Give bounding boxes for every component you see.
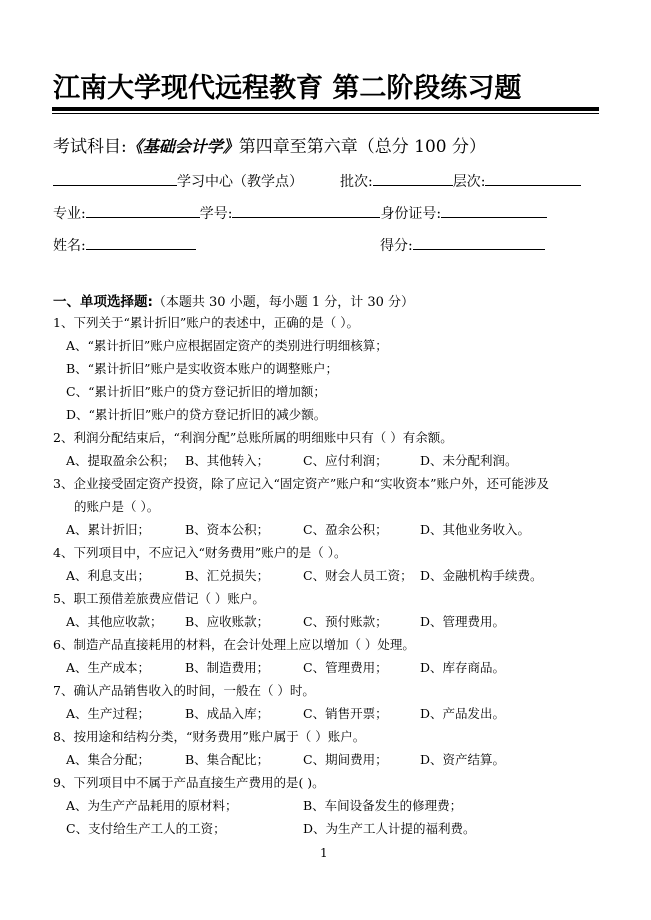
question-3-option-c: C、盈余公积；	[303, 522, 388, 537]
question-6-stem: 6、制造产品直接耗用的材料，在会计处理上应以增加（ ）处理。	[53, 637, 415, 652]
question-9-option-b: B、车间设备发生的修理费；	[303, 798, 463, 813]
question-7-option-a: A、生产过程；	[66, 706, 151, 721]
question-1-option-d: D、“累计折旧”账户的贷方登记折旧的减少额。	[66, 407, 327, 422]
question-6-option-c: C、管理费用；	[303, 660, 388, 675]
question-1-stem: 1、下列关于“累计折旧”账户的表述中，正确的是（ ）。	[53, 315, 359, 330]
question-7-option-b: B、成品入库；	[185, 706, 270, 721]
title-rule-thick	[52, 107, 599, 111]
batch-label: 批次:	[340, 174, 373, 190]
form-row-1	[53, 171, 303, 191]
question-6-option-b: B、制造费用；	[185, 660, 270, 675]
question-7-stem: 7、确认产品销售收入的时间，一般在（ ）时。	[53, 683, 315, 698]
level-label: 层次:	[452, 174, 486, 190]
name-label: 姓名:	[53, 238, 86, 254]
question-9-stem: 9、下列项目中不属于产品直接生产费用的是( )。	[53, 775, 325, 790]
score-label: 得分:	[380, 238, 413, 254]
question-1-option-c: C、“累计折旧”账户的贷方登记折旧的增加额；	[66, 384, 326, 399]
major-blank[interactable]	[86, 203, 200, 218]
question-1-option-b: B、“累计折旧”账户是实收资本账户的调整账户；	[66, 361, 338, 376]
question-2-option-a: A、提取盈余公积；	[66, 453, 176, 468]
question-8-stem: 8、按用途和结构分类，“财务费用”账户属于（ ）账户。	[53, 729, 366, 744]
question-2-stem: 2、利润分配结束后，“利润分配”总账所属的明细账中只有（ ）有余额。	[53, 430, 453, 445]
score-group	[380, 235, 545, 255]
subject-line	[53, 132, 486, 157]
question-5-option-c: C、预付账款；	[303, 614, 388, 629]
page-number: 1	[320, 846, 328, 860]
name-blank[interactable]	[86, 235, 196, 250]
question-2-option-b: B、其他转入；	[185, 453, 270, 468]
question-6-option-d: D、库存商品。	[420, 660, 506, 675]
question-5-option-b: B、应收账款；	[185, 614, 270, 629]
batch-group	[340, 171, 581, 191]
question-5-option-d: D、管理费用。	[420, 614, 506, 629]
question-8-option-b: B、集合配比；	[185, 752, 270, 767]
question-3-option-d: D、其他业务收入。	[420, 522, 531, 537]
question-2-option-d: D、未分配利润。	[420, 453, 518, 468]
question-3-stem: 3、企业接受固定资产投资，除了应记入“固定资产”账户和“实收资本”账户外，还可能涉及	[53, 476, 550, 491]
student-id-label: 学号:	[199, 206, 233, 222]
title-rule-thin	[52, 113, 599, 114]
question-7-option-c: C、销售开票；	[303, 706, 388, 721]
question-4-stem: 4、下列项目中，不应记入“财务费用”账户的是（ ）。	[53, 545, 347, 560]
id-card-blank[interactable]	[441, 203, 547, 218]
form-row-2	[53, 203, 547, 223]
study-center-blank[interactable]	[53, 171, 177, 186]
question-9-option-d: D、为生产工人计提的福利费。	[303, 821, 476, 836]
subject-prefix: 考试科目:	[53, 137, 127, 157]
question-9-option-a: A、为生产产品耗用的原材料；	[66, 798, 238, 813]
section-note: （本题共 30 小题，每小题 1 分，计 30 分）	[152, 295, 415, 310]
question-3-stem-cont: 的账户是（ ）。	[74, 499, 160, 514]
question-3-option-b: B、资本公积；	[185, 522, 270, 537]
question-4-option-b: B、汇兑损失；	[185, 568, 270, 583]
score-blank[interactable]	[413, 235, 545, 250]
subject-range: 第四章至第六章	[238, 137, 358, 157]
id-card-label: 身份证号:	[380, 206, 442, 222]
batch-blank[interactable]	[373, 171, 453, 186]
question-8-option-c: C、期间费用；	[303, 752, 388, 767]
section-heading	[53, 290, 414, 310]
question-5-stem: 5、职工预借差旅费应借记（ ）账户。	[53, 591, 265, 606]
study-center-label: 学习中心（教学点）	[177, 174, 303, 190]
question-8-option-d: D、资产结算。	[420, 752, 506, 767]
section-title: 一、单项选择题:	[53, 294, 153, 310]
major-label: 专业:	[53, 206, 86, 222]
question-8-option-a: A、集合分配；	[66, 752, 151, 767]
question-4-option-d: D、金融机构手续费。	[420, 568, 543, 583]
question-6-option-a: A、生产成本；	[66, 660, 151, 675]
name-group	[53, 235, 196, 255]
subject-name: 《基础会计学》	[126, 137, 239, 156]
subject-total: （总分 100 分）	[357, 137, 487, 157]
level-blank[interactable]	[485, 171, 581, 186]
question-4-option-a: A、利息支出；	[66, 568, 151, 583]
question-9-option-c: C、支付给生产工人的工资；	[66, 821, 226, 836]
question-2-option-c: C、应付利润；	[303, 453, 388, 468]
question-7-option-d: D、产品发出。	[420, 706, 506, 721]
question-5-option-a: A、其他应收款；	[66, 614, 163, 629]
page-title: 江南大学现代远程教育 第二阶段练习题	[53, 73, 522, 104]
question-1-option-a: A、“累计折旧”账户应根据固定资产的类别进行明细核算；	[66, 338, 388, 353]
student-id-blank[interactable]	[232, 203, 380, 218]
question-3-option-a: A、累计折旧；	[66, 522, 151, 537]
question-4-option-c: C、财会人员工资；	[303, 568, 413, 583]
